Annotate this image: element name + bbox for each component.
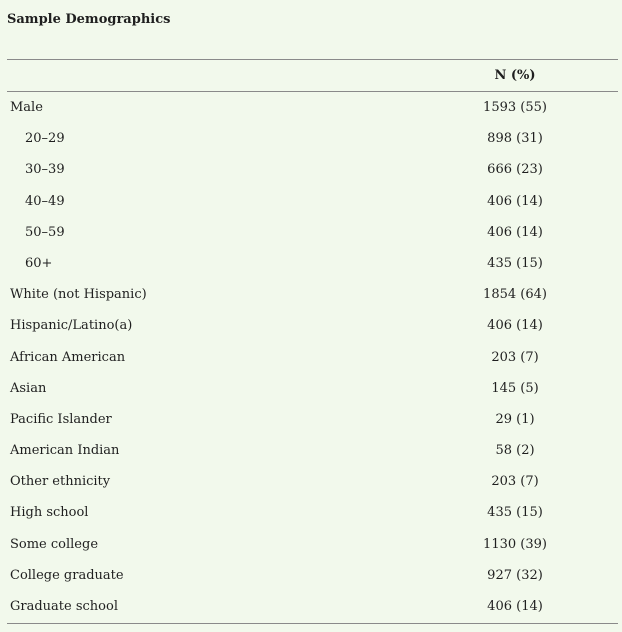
table-row bbox=[7, 498, 618, 529]
table-header-row bbox=[7, 60, 618, 92]
table-row bbox=[7, 374, 618, 405]
row-label: 40–49 bbox=[25, 193, 65, 209]
row-label: Pacific Islander bbox=[10, 411, 112, 427]
row-value: 1854 (64) bbox=[483, 287, 547, 303]
row-label: American Indian bbox=[10, 443, 120, 459]
demographics-table bbox=[7, 59, 618, 624]
row-label: 20–29 bbox=[25, 131, 65, 147]
row-value: 435 (15) bbox=[487, 255, 543, 271]
table-row bbox=[7, 436, 618, 467]
table-row bbox=[7, 343, 618, 374]
row-label: High school bbox=[10, 505, 89, 521]
row-value: 666 (23) bbox=[487, 162, 543, 178]
row-label: Other ethnicity bbox=[10, 474, 111, 490]
row-value: 145 (5) bbox=[491, 380, 539, 396]
row-value: 1130 (39) bbox=[483, 536, 547, 552]
table-row bbox=[7, 311, 618, 342]
row-value: 406 (14) bbox=[487, 318, 543, 334]
table-row bbox=[7, 280, 618, 311]
table-row bbox=[7, 467, 618, 498]
row-value: 927 (32) bbox=[487, 567, 543, 583]
row-value: 406 (14) bbox=[487, 224, 543, 240]
table-row bbox=[7, 530, 618, 561]
row-value: 29 (1) bbox=[495, 411, 535, 427]
table-row bbox=[7, 405, 618, 436]
row-value: 203 (7) bbox=[491, 349, 539, 365]
row-value: 58 (2) bbox=[495, 443, 535, 459]
row-label: Asian bbox=[10, 380, 47, 396]
table-row bbox=[7, 561, 618, 592]
row-label: White (not Hispanic) bbox=[10, 287, 147, 303]
table-row bbox=[7, 218, 618, 249]
table-row bbox=[7, 592, 618, 623]
row-label: Graduate school bbox=[10, 599, 118, 614]
table-row bbox=[7, 93, 618, 124]
row-label: 60+ bbox=[25, 255, 53, 271]
row-label: College graduate bbox=[10, 567, 124, 583]
row-label: 30–39 bbox=[25, 162, 65, 178]
table-row bbox=[7, 249, 618, 280]
table-row bbox=[7, 155, 618, 186]
row-value: 406 (14) bbox=[487, 193, 543, 209]
column-header-n-percent: N (%) bbox=[494, 68, 536, 83]
row-label: African American bbox=[10, 349, 126, 365]
row-value: 203 (7) bbox=[491, 474, 539, 490]
row-value: 435 (15) bbox=[487, 505, 543, 521]
table-row bbox=[7, 124, 618, 155]
table-row bbox=[7, 187, 618, 218]
table-caption: Sample Demographics bbox=[7, 12, 171, 27]
row-label: Male bbox=[10, 100, 43, 115]
row-value: 898 (31) bbox=[487, 131, 543, 147]
row-value: 406 (14) bbox=[487, 599, 543, 614]
row-label: 50–59 bbox=[25, 224, 65, 240]
row-value: 1593 (55) bbox=[483, 100, 547, 115]
row-label: Hispanic/Latino(a) bbox=[10, 318, 133, 334]
row-label: Some college bbox=[10, 536, 99, 552]
table-body bbox=[7, 92, 618, 623]
